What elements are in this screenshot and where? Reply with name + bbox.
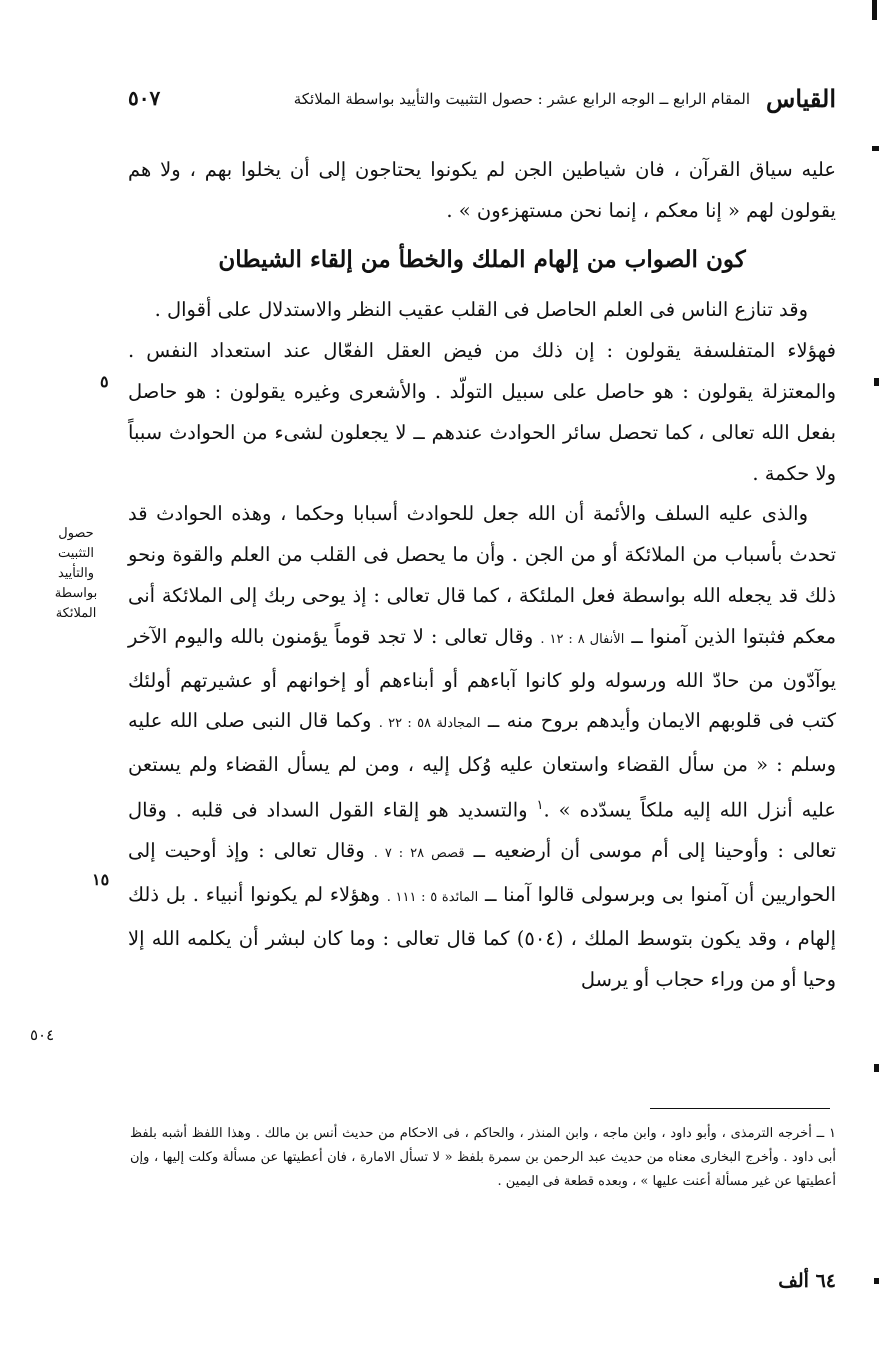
paragraph-4-part-d: والتسديد هو إلقاء القول السداد فى قلبه . وقال تعالى : وأوحينا إلى أم موسى أن أرضعيه ــ bbox=[128, 798, 837, 863]
paragraph-4-part-e: وقال تعالى : وإذ أوحيت إلى الحواريين أن آمنوا بى وبرسولى قالوا آمنا ــ bbox=[128, 839, 837, 907]
running-header bbox=[128, 84, 836, 124]
paragraph-4-part-b: وقال تعالى : لا تجد قوماً يؤمنون بالله واليوم الآخر يوآدّون من حادّ الله ورسوله ولو كانوا آباءهم أو أبناءهم أو إخوانهم أو عشيرتهم أولئك كتب فى قلوبهم الايمان وأيدهم بروح منه ــ bbox=[128, 624, 837, 733]
footnote-marker: ١ bbox=[536, 797, 544, 813]
scan-edge-mark bbox=[874, 1064, 879, 1072]
paragraph-1: عليه سياق القرآن ، فان شياطين الجن لم يكونوا يحتاجون إلى أن يخلوا بهم ، ولا هم يقولون لهم « إنا معكم ، إنما نحن مستهزءون » . bbox=[128, 158, 836, 222]
paragraph-4 bbox=[128, 494, 836, 1000]
paragraph-4-part-c: وكما قال النبى صلى الله عليه وسلم : « من سأل القضاء واستعان عليه وُكل إليه ، ومن لم يسأل القضاء ولم يستعن عليه أنزل الله إليه ملكاً يسدّده » . bbox=[128, 709, 836, 822]
book-title: القياس bbox=[766, 84, 836, 113]
page-number: ٥٠٧ bbox=[128, 86, 161, 110]
footnote-text: ١ ــ أخرجه الترمذى ، وأبو داود ، وابن ماجه ، وابن المنذر ، والحاكم ، فى الاحكام من حديث أنس بن مالك . وهذا اللفظ أشبه بلفظ أبى داود . وأخرج البخارى معناه من حديث عبد الرحمن بن سمرة بلفظ « لا تسأل الامارة ، فان أعطيتها عن مسألة وكلت إليها ، وإن أعطيتها عن غير مسألة أعنت عليها » ، وبعده قطعة فى اليمين . bbox=[130, 1126, 836, 1189]
scan-edge-mark bbox=[874, 378, 879, 386]
scan-edge-mark bbox=[872, 146, 879, 151]
margin-note: حصول التثبيت والتأييد بواسطة الملائكة bbox=[54, 526, 98, 621]
main-text bbox=[128, 150, 836, 1000]
paragraph-2: وقد تنازع الناس فى العلم الحاصل فى القلب عقيب النظر والاستدلال على أقوال . bbox=[154, 298, 808, 322]
scan-edge-mark bbox=[872, 0, 877, 20]
section-heading: كون الصواب من إلهام الملك والخطأ من إلقاء الشيطان bbox=[218, 245, 746, 273]
paragraph-4-part-f: وهؤلاء لم يكونوا أنبياء . بل ذلك إلهام ، وقد يكون بتوسط الملك ، (٥٠٤) كما قال تعالى : وما كان لبشر أن يكلمه الله إلا وحيا أو من وراء حجاب أو يرسل bbox=[128, 883, 836, 991]
line-number-5: ٥ bbox=[100, 372, 109, 391]
line-number-15: ١٥ bbox=[92, 870, 110, 889]
quran-reference-mujadila: المجادلة ٥٨ : ٢٢ . bbox=[378, 716, 481, 732]
old-page-reference: ٥٠٤ bbox=[30, 1026, 55, 1044]
signature-mark: ٦٤ ألف bbox=[778, 1270, 836, 1292]
paragraph-3: فهؤلاء المتفلسفة يقولون : إن ذلك من فيض العقل الفعّال عند استعداد النفس . والمعتزلة يقولون : هو حاصل على سبيل التولّد . والأشعرى وغيره يقولون : هو حاصل بفعل الله تعالى ، كما تحصل سائر الحوادث عندهم ــ لا يجعلون لشىء من الحوادث سبباً ولا حكمة . bbox=[128, 339, 836, 485]
quran-reference-anfal: الأنفال ٨ : ١٢ . bbox=[540, 631, 625, 647]
section-title: المقام الرابع ــ الوجه الرابع عشر : حصول التثبيت والتأييد بواسطة الملائكة bbox=[293, 90, 750, 108]
footnote bbox=[130, 1122, 836, 1194]
scan-edge-mark bbox=[874, 1278, 879, 1284]
footnote-rule bbox=[650, 1108, 830, 1109]
quran-reference-maida: المائدة ٥ : ١١١ . bbox=[386, 890, 479, 906]
quran-reference-qasas: قصص ٢٨ : ٧ . bbox=[373, 846, 465, 862]
paragraph-4-part-a: والذى عليه السلف والأئمة أن الله جعل للحوادث أسبابا وحكما ، وهذه الحوادث قد تحدث بأسباب من الملائكة أو من الجن . وأن ما يحصل فى القلب من العلم والقوة ونحو ذلك قد يجعله الله بواسطة فعل الملئكة ، كما قال تعالى : إذ يوحى ربك إلى الملائكة أنى معكم فثبتوا الذين آمنوا ــ bbox=[128, 502, 837, 648]
